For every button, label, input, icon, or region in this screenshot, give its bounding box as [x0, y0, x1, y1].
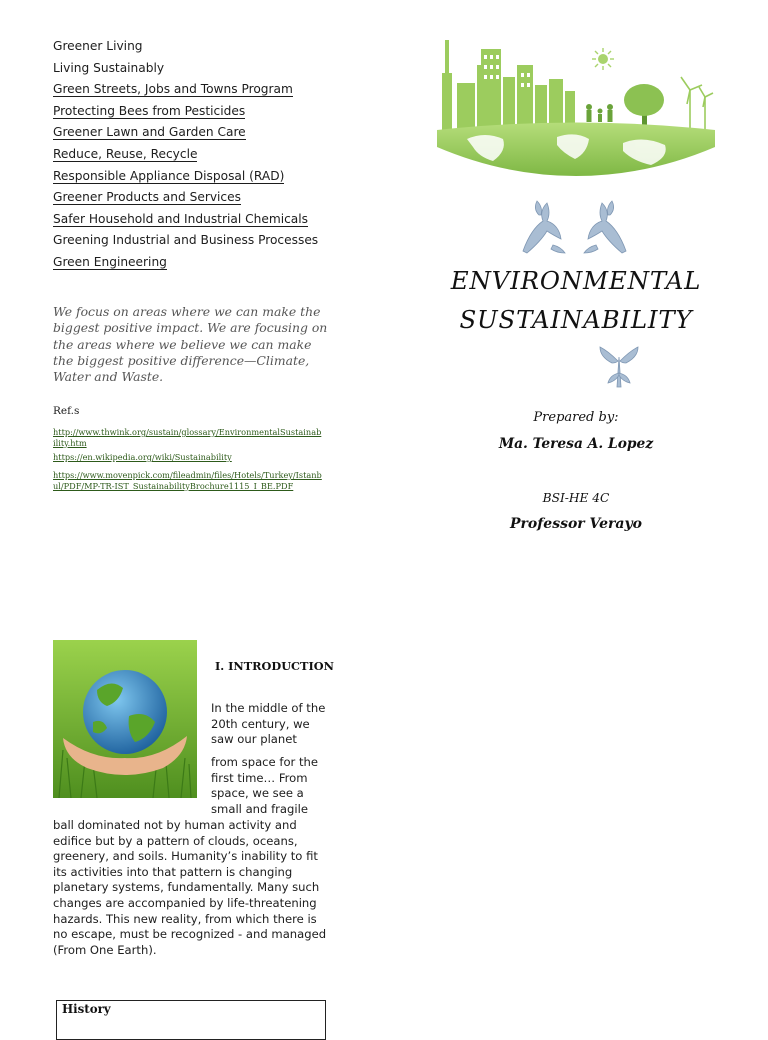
document-title: ENVIRONMENTAL	[450, 266, 702, 295]
topic-link[interactable]: Greener Lawn and Garden Care	[53, 125, 246, 140]
topic-link[interactable]: Safer Household and Industrial Chemicals	[53, 211, 308, 226]
history-heading: History	[62, 1002, 111, 1016]
topic-item: Greener Living	[53, 39, 143, 53]
topic-link[interactable]: Protecting Bees from Pesticides	[53, 103, 246, 118]
topic-link[interactable]: Green Streets, Jobs and Towns Program	[53, 82, 293, 97]
section-label: BSI-HE 4C	[542, 491, 610, 505]
floral-ornament-icon	[517, 195, 632, 257]
topic-link[interactable]: Greener Products and Services	[53, 190, 241, 205]
floral-ornament-icon	[596, 343, 642, 391]
topic-link[interactable]: Green Engineering	[53, 254, 167, 269]
professor-name: Professor Verayo	[510, 516, 642, 532]
introduction-paragraph: In the middle of the 20th century, we saw our planet	[211, 701, 326, 747]
introduction-paragraph: from space for the first time… From space, we see a small and fragile	[211, 755, 319, 816]
topic-link[interactable]: Reduce, Reuse, Recycle	[53, 146, 198, 161]
focus-statement: We focus on areas where we can make the biggest positive impact. We are focusing on the areas where we believe we can make the biggest positive difference—Climate, Water and Waste.	[53, 304, 328, 385]
reference-link[interactable]: https://en.wikipedia.org/wiki/Sustainability	[53, 452, 232, 462]
introduction-heading: I. INTRODUCTION	[215, 659, 334, 673]
topic-item: Living Sustainably	[53, 60, 165, 75]
author-name: Ma. Teresa A. Lopez	[498, 436, 654, 452]
prepared-by-label: Prepared by:	[533, 410, 619, 425]
globe-in-hands-image	[53, 640, 197, 798]
references-title: Ref.s	[53, 405, 80, 417]
document-title: SUSTAINABILITY	[459, 305, 693, 334]
topic-item: Greening Industrial and Business Processes	[53, 233, 319, 248]
reference-link[interactable]: https://www.movenpick.com/fileadmin/files/Hotels/Turkey/Istanbul/PDF/MP-TR-IST_SustainabilityBrochure1115_I_BE.PDF	[53, 470, 322, 491]
topic-list	[53, 36, 353, 274]
topic-link[interactable]: Responsible Appliance Disposal (RAD)	[53, 168, 285, 183]
reference-link[interactable]: http://www.thwink.org/sustain/glossary/EnvironmentalSustainability.htm	[53, 427, 322, 448]
green-city-globe-image	[437, 35, 715, 176]
history-section	[56, 1000, 326, 1040]
introduction-paragraph: ball dominated not by human activity and edifice but by a pattern of clouds, oceans, greenery, and soils. Humanity’s inability to fit its activities into that pattern is changing planetary systems, fundamentally. Many such changes are accompanied by life-threatening hazards. This new reality, from which there is no escape, must be recognized - and managed (From One Earth).	[53, 818, 327, 957]
